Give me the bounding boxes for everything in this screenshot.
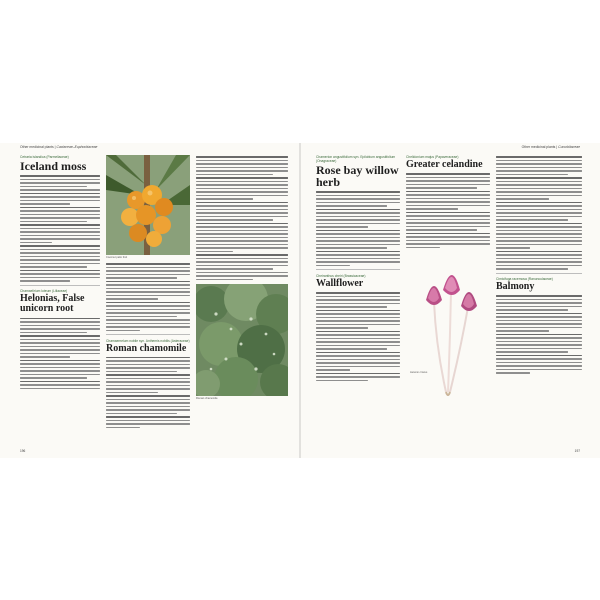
- entry-title-balmony: Balmony: [496, 281, 535, 292]
- right-page-number: 197: [574, 449, 580, 453]
- figure-caption: Autumn crocus: [410, 371, 428, 375]
- entry-title-rose-bay-willow-herb: Rose bay willow herb: [316, 163, 399, 190]
- book-gutter: [299, 143, 301, 458]
- left-page-number: 196: [20, 449, 26, 453]
- entry-body-text: [106, 357, 190, 429]
- entry-body-text: [496, 295, 582, 374]
- entry-body-text: [406, 173, 490, 248]
- entry-latin-name: Cheiranthus cheiri (Brassicaceae): [316, 273, 366, 278]
- right-running-head: Other medicinal plants | Cucurbitaceae: [521, 145, 580, 149]
- right-column-2: [406, 155, 490, 447]
- entry-latin-name: Chamaemelum nobile syn. Anthemis nobilis (Asteraceae): [106, 338, 190, 343]
- entry-title-iceland-moss: Iceland moss: [20, 159, 87, 173]
- entry-latin-name: Chamaelirium luteum (Liliaceae): [20, 289, 68, 294]
- entry-latin-name: Cimicifuga racemosa (Ranunculaceae): [496, 277, 553, 281]
- chamomile-photo: [196, 284, 288, 396]
- left-column-2: [106, 155, 190, 447]
- left-column-3: [196, 155, 288, 447]
- left-column-1: [20, 155, 100, 447]
- entry-body-text: [316, 191, 400, 266]
- left-running-head: Other medicinal plants | Cactaceae–Euphorbiaceae: [20, 145, 98, 149]
- right-column-1: [316, 155, 400, 447]
- entry-title-helonias: Helonias, False unicorn root: [20, 293, 85, 315]
- entry-body-text: [20, 318, 100, 390]
- entry-body-text: [196, 156, 288, 280]
- entry-body-text: [106, 263, 190, 331]
- entry-latin-name: Chelidonium majus (Papaveraceae): [406, 155, 459, 159]
- entry-title-roman-chamomile: Roman chamomile: [106, 342, 187, 354]
- book-spread: [0, 143, 600, 458]
- entry-latin-name: Cetraria islandica (Parmeliaceae): [20, 155, 69, 159]
- entry-body-text: [20, 175, 100, 282]
- figure-caption: Coconut palm fruit: [106, 256, 128, 259]
- autumn-crocus-illustration: [406, 252, 490, 402]
- entry-body-text: [316, 292, 400, 381]
- entry-title-greater-celandine: Greater celandine: [406, 159, 483, 170]
- coconut-photo: [106, 155, 190, 255]
- figure-caption: Roman chamomile: [196, 397, 218, 400]
- entry-latin-name: Chamerion angustifolium syn. Epilobium angustifolium (Onagraceae): [316, 155, 396, 163]
- entry-title-wallflower: Wallflower: [316, 277, 364, 289]
- entry-body-text: [496, 156, 582, 270]
- right-column-3: [496, 155, 582, 447]
